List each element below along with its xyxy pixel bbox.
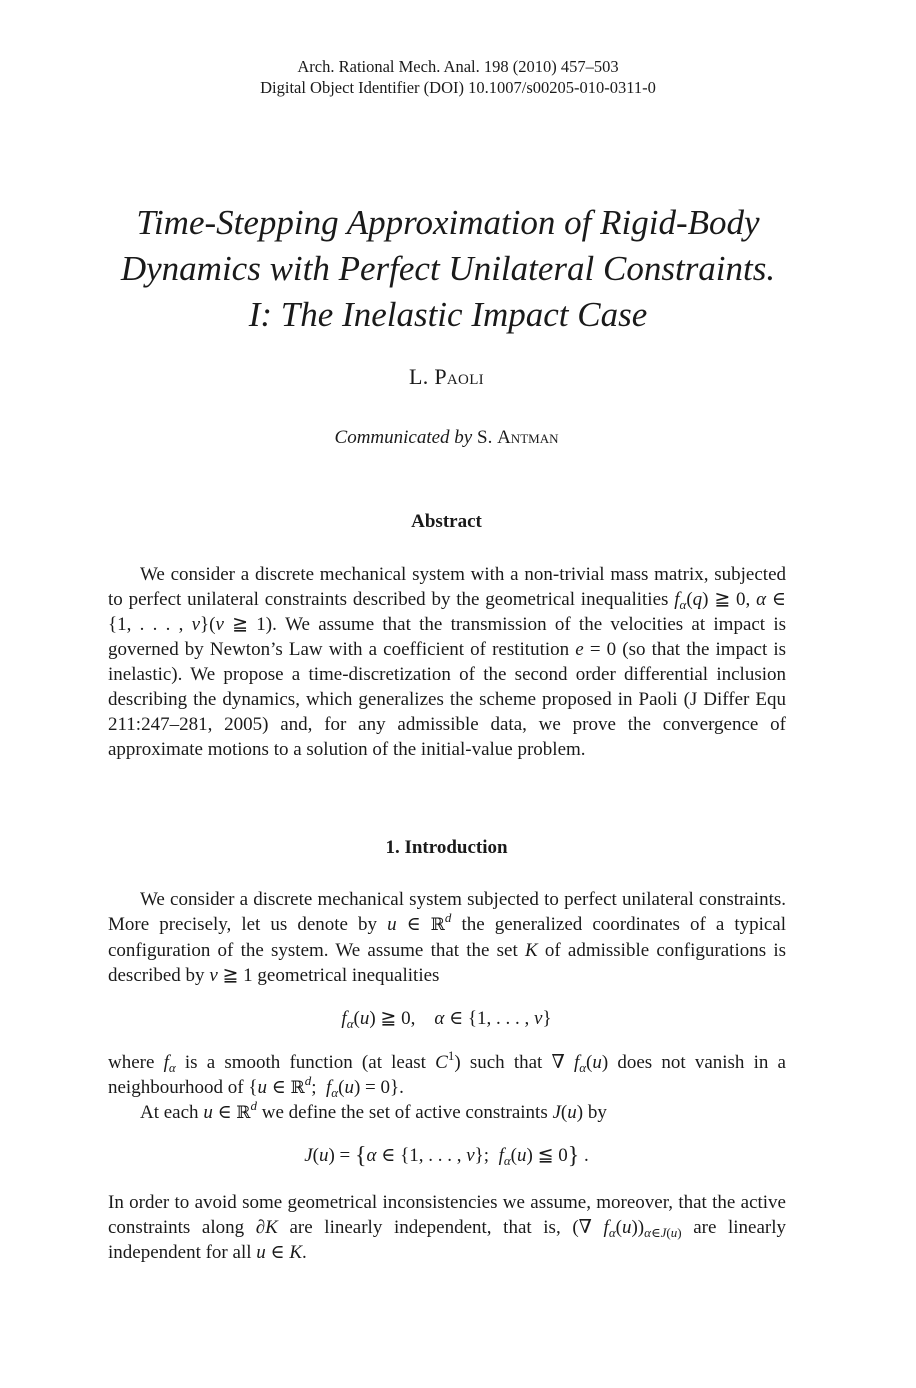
- intro-paragraph-2: where $f_\alpha$ is a smooth function (at least $C^1$) such that ∇ $f_\alpha(u)$ does not vanish in a neighbourhood of {u ∈ ℝ$^d$; $f_\alpha(u) = 0$}.: [108, 1048, 786, 1100]
- paper-title: [60, 200, 836, 338]
- intro-paragraph-3: At each u ∈ ℝ$^d$ we define the set of active constraints J(u) by: [140, 1098, 607, 1123]
- journal-citation: Arch. Rational Mech. Anal. 198 (2010) 457–503: [297, 57, 619, 76]
- communicated-by: [0, 427, 893, 449]
- communicator-initial: S.: [477, 427, 493, 448]
- introduction-heading: 1. Introduction: [385, 837, 508, 858]
- author-surname: Paoli: [434, 364, 484, 389]
- communicator-surname: Antman: [497, 427, 559, 448]
- author-initial: L.: [409, 364, 429, 389]
- equation-active-set: J(u) = {α ∈ {1, . . . , ν}; $f_\alpha(u)$ ≦ 0} .: [304, 1143, 589, 1169]
- intro-paragraph-4: In order to avoid some geometrical inconsistencies we assume, moreover, that the active constraints along ∂K are linearly independent, that is, (∇ $f_\alpha(u))_{\alpha\in J(u)}$ are linearly independent for all u ∈ K.: [108, 1192, 787, 1263]
- journal-header: [0, 56, 916, 98]
- doi-line: Digital Object Identifier (DOI) 10.1007/s00205-010-0311-0: [260, 78, 656, 97]
- author: [0, 364, 893, 390]
- abstract-heading: Abstract: [411, 511, 482, 532]
- title-line-1: Time-Stepping Approximation of Rigid-Body: [136, 203, 760, 242]
- intro-paragraph-1: We consider a discrete mechanical system subjected to perfect unilateral constraints. More precisely, let us denote by u ∈ ℝ$^d$ the generalized coordinates of a typical configuration of the system. We assume that the set K of admissible configurations is described by ν ≧ 1 geometrical inequalities: [108, 889, 787, 986]
- abstract-text: We consider a discrete mechanical system with a non-trivial mass matrix, subjected to perfect unilateral constraints described by the geometrical inequalities $f_\alpha(q)$ ≧ 0, α ∈ {1, . . . , ν}(ν ≧ 1). We assume that the transmission of the velocities at impact is governed by Newton’s Law with a coefficient of restitution e = 0 (so that the impact is inelastic). We propose a time-discretization of the second order differential inclusion describing the dynamics, which generalizes the scheme proposed in Paoli (J Differ Equ 211:247–281, 2005) and, for any admissible data, we prove the convergence of approximate motions to a solution of the initial-value problem.: [108, 564, 787, 760]
- title-line-3: I: The Inelastic Impact Case: [248, 295, 648, 334]
- communicated-label: Communicated by: [334, 427, 473, 448]
- equation-constraints: $f_\alpha(u)$ ≧ 0, α ∈ {1, . . . , ν}: [341, 1008, 552, 1031]
- title-line-2: Dynamics with Perfect Unilateral Constraints.: [120, 249, 776, 288]
